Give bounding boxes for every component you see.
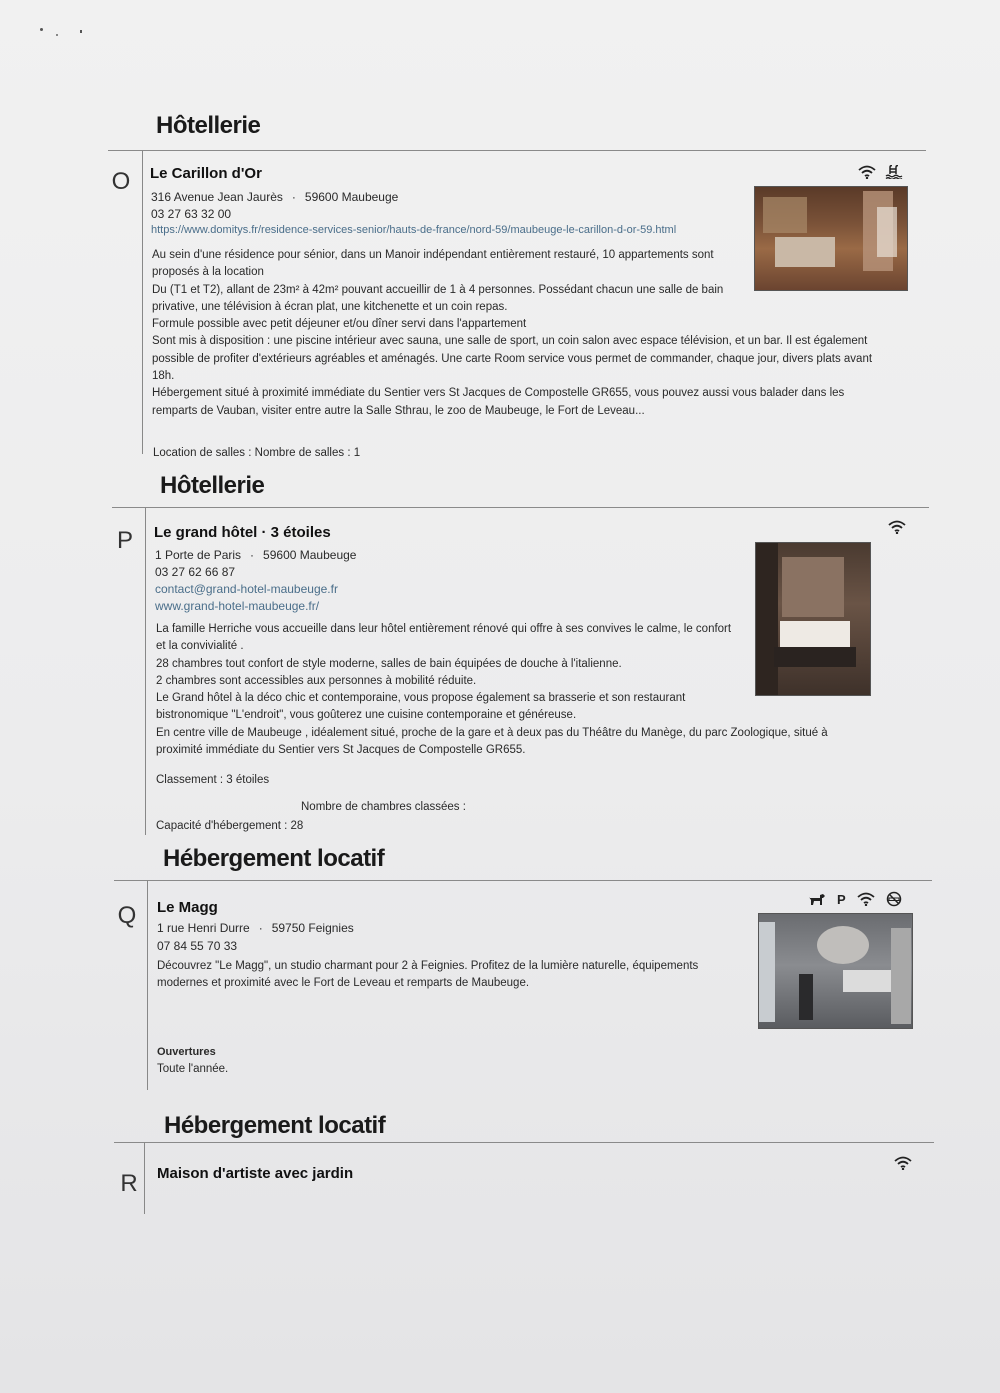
entry-letter: P: [116, 527, 133, 554]
entry-phone[interactable]: 03 27 63 32 00: [151, 207, 232, 221]
category-title: Hôtellerie: [160, 472, 265, 499]
section-rule: [114, 880, 932, 881]
photo-cabinet: [891, 928, 911, 1024]
description-paragraph: Du (T1 et T2), allant de 23m² à 42m² pouvant accueillir de 1 à 4 personnes. Possédant chacun une salle de bain privative, une télévision à écran plat, une kitchenette et un coin repas.: [152, 283, 724, 313]
category-title: Hôtellerie: [156, 112, 261, 139]
entry-address: [151, 190, 398, 204]
section-rule: [112, 507, 929, 508]
entry-address: [157, 921, 354, 935]
entry-description: [156, 621, 876, 759]
photo-stool: [799, 974, 813, 1020]
entry-phone[interactable]: 07 84 55 70 33: [157, 939, 238, 953]
entry-margin-line: [145, 507, 146, 835]
entry-address: [155, 548, 356, 562]
street: 316 Avenue Jean Jaurès: [151, 190, 283, 204]
entry-margin-line: [144, 1142, 145, 1214]
amenity-icons: [894, 1156, 912, 1170]
category-title: Hébergement locatif: [164, 1112, 386, 1139]
opening-value: Toute l'année.: [157, 1063, 229, 1075]
pets-icon: [808, 892, 826, 906]
description-paragraph: Hébergement situé à proximité immédiate du Sentier vers St Jacques de Compostelle GR655, vous pouvez aussi vous balader dans les remparts de Vauban, visiter entre autre la Salle Sthrau, le zoo de Maubeuge, le Fort de Leveau...: [152, 387, 845, 417]
classified-rooms: Nombre de chambres classées :: [301, 801, 466, 813]
entry-description: [152, 247, 892, 420]
address-separator: ·: [250, 548, 255, 562]
address-separator: ·: [291, 190, 296, 204]
amenity-icons: [888, 520, 906, 534]
entry-letter: O: [111, 168, 131, 195]
paper-speck: [56, 34, 58, 36]
wifi-icon: [858, 165, 876, 179]
photo-wall-art: [763, 197, 807, 233]
description-paragraph: En centre ville de Maubeuge , idéalement situé, proche de la gare et à deux pas du Théâtre du Manège, du parc Zoologique, situé à proximité immédiate du Sentier vers St Jacques de Compostelle GR655.: [156, 726, 828, 757]
section-rule: [108, 150, 926, 151]
category-title: Hébergement locatif: [163, 845, 385, 872]
amenity-icons: [808, 891, 902, 907]
wifi-icon: [888, 520, 906, 534]
amenity-icons: [858, 165, 903, 179]
entry-website-link[interactable]: https://www.domitys.fr/residence-services-senior/hauts-de-france/nord-59/maubeuge-le-carillon-d-or-59.html: [151, 224, 677, 236]
entry-name: Le grand hôtel · 3 étoiles: [154, 524, 331, 541]
address-separator: ·: [258, 921, 263, 935]
entry-email-link[interactable]: contact@grand-hotel-maubeuge.fr: [155, 582, 338, 596]
entry-name: Le Magg: [157, 899, 218, 916]
entry-margin-line: [147, 880, 148, 1090]
street: 1 rue Henri Durre: [157, 921, 250, 935]
paper-speck: [80, 30, 82, 33]
photo-lamp: [817, 926, 869, 964]
entry-margin-line: [142, 150, 143, 454]
section-rule: [114, 1142, 934, 1143]
entry-name: Maison d'artiste avec jardin: [157, 1165, 354, 1182]
city: 59600 Maubeuge: [304, 190, 399, 204]
pool-icon: [885, 165, 903, 179]
description-paragraph: Découvrez "Le Magg", un studio charmant pour 2 à Feignies. Profitez de la lumière naturelle, équipements modernes et proximité avec le Fort de Leveau et remparts de Maubeuge.: [157, 960, 699, 990]
entry-letter: R: [120, 1170, 138, 1197]
photo-headboard-wall: [782, 557, 844, 617]
entry-name: Le Carillon d'Or: [150, 165, 262, 182]
city: 59600 Maubeuge: [263, 548, 357, 562]
description-paragraph: Sont mis à disposition : une piscine intérieur avec sauna, une salle de sport, un coin salon avec espace télévision, et un bar. Il est également possible de profiter d'extérieurs agréables et aménagés. Une carte Room service vous permet de commander, chaque jour, divers plats avant 18h.: [152, 335, 873, 383]
entry-phone[interactable]: 03 27 62 66 87: [155, 565, 236, 579]
capacity: Capacité d'hébergement : 28: [156, 820, 304, 832]
entry-letter: Q: [117, 902, 137, 929]
description-paragraph: La famille Herriche vous accueille dans leur hôtel entièrement rénové qui offre à ses convives le calme, le confort et la convivialité .: [156, 623, 732, 653]
paper-speck: [40, 28, 43, 31]
street: 1 Porte de Paris: [155, 548, 242, 562]
description-paragraph: Le Grand hôtel à la déco chic et contemporaine, vous propose également sa brasserie et son restaurant bistronomique "L'endroit", vous goûterez une cuisine contemporaine et généreuse.: [156, 692, 686, 722]
description-paragraph: Formule possible avec petit déjeuner et/ou dîner servi dans l'appartement: [152, 318, 527, 331]
description-paragraph: Au sein d'une résidence pour sénior, dans un Manoir indépendant entièrement restauré, 10 appartements sont proposés à la location: [152, 249, 714, 279]
description-paragraph: 28 chambres tout confort de style moderne, salles de bain équipées de douche à l'italienne.: [156, 657, 622, 670]
wifi-icon: [857, 892, 875, 906]
no-smoking-icon: [886, 891, 902, 907]
photo-sofa: [843, 970, 895, 992]
rooms-rental-info: Location de salles : Nombre de salles : 1: [153, 447, 361, 459]
entry-website-link[interactable]: www.grand-hotel-maubeuge.fr/: [155, 599, 320, 613]
parking-icon: P: [837, 891, 846, 907]
studio-photo: [758, 913, 913, 1029]
opening-label: Ouvertures: [157, 1046, 216, 1058]
city: 59750 Feignies: [271, 921, 354, 935]
classification: Classement : 3 étoiles: [156, 774, 270, 786]
wifi-icon: [894, 1156, 912, 1170]
photo-window: [759, 922, 775, 1022]
entry-description: [157, 958, 742, 993]
description-paragraph: 2 chambres sont accessibles aux personnes à mobilité réduite.: [156, 674, 477, 687]
